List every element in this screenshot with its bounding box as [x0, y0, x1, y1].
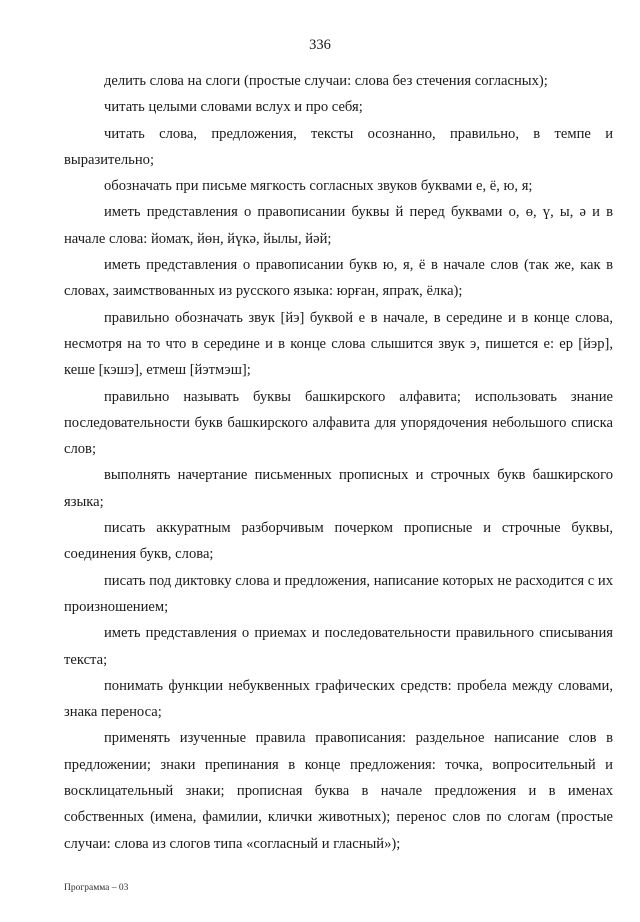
paragraph-sound-ye: правильно обозначать звук [йэ] буквой е в начале, в середине и в конце слова, несмотря на то что в середине и в конце слова слышится звук э, пишется е: ер [йэр], кеше [кэшэ], етмеш [йэтмэш];: [64, 309, 613, 379]
paragraph-syllables: делить слова на слоги (простые случаи: слова без стечения согласных);: [104, 73, 548, 89]
paragraph-dictation: писать под диктовку слова и предложения, написание которых не расходится с их произношением;: [64, 572, 613, 615]
paragraph-letter-writing: выполнять начертание письменных прописных и строчных букв башкирского языка;: [64, 467, 613, 510]
page-body: [64, 68, 613, 857]
paragraph-alphabet: правильно называть буквы башкирского алфавита; использовать знание последовательности букв башкирского алфавита для упорядочения небольшого списка слов;: [64, 388, 613, 458]
page-number: 336: [309, 37, 331, 53]
page-footer: Программа – 03: [64, 883, 129, 893]
paragraph-reading-consciously: читать слова, предложения, тексты осознанно, правильно, в темпе и выразительно;: [64, 125, 613, 168]
paragraph-graphic-means: понимать функции небуквенных графических средств: пробела между словами, знака переноса;: [64, 677, 613, 721]
paragraph-copying: иметь представления о приемах и последовательности правильного списывания текста;: [64, 625, 613, 668]
paragraph-letters-yu-ya-yo: иметь представления о правописании букв ю, я, ё в начале слов (так же, как в словах, заимствованных из русского языка: юрған, япраҡ, ёлка);: [64, 257, 613, 300]
paragraph-handwriting: писать аккуратным разборчивым почерком прописные и строчные буквы, соединения букв, слова;: [64, 520, 613, 563]
paragraph-letter-y-spelling: иметь представления о правописании буквы й перед буквами о, ө, ү, ы, ә и в начале слова: йомаҡ, йөн, йүкә, йылы, йәй;: [64, 204, 613, 247]
paragraph-reading-aloud: читать целыми словами вслух и про себя;: [104, 99, 363, 116]
paragraph-spelling-rules: применять изученные правила правописания: раздельное написание слов в предложении; знаки препинания в конце предложения: точка, вопросительный и восклицательный знаки; прописная буква в начале предложения и в именах собственных (имена, фамилии, клички животных); перенос слов по слогам (простые случаи: слова из слогов типа «согласный и гласный»);: [64, 730, 613, 852]
paragraph-softness: обозначать при письме мягкость согласных звуков буквами е, ё, ю, я;: [104, 178, 533, 195]
